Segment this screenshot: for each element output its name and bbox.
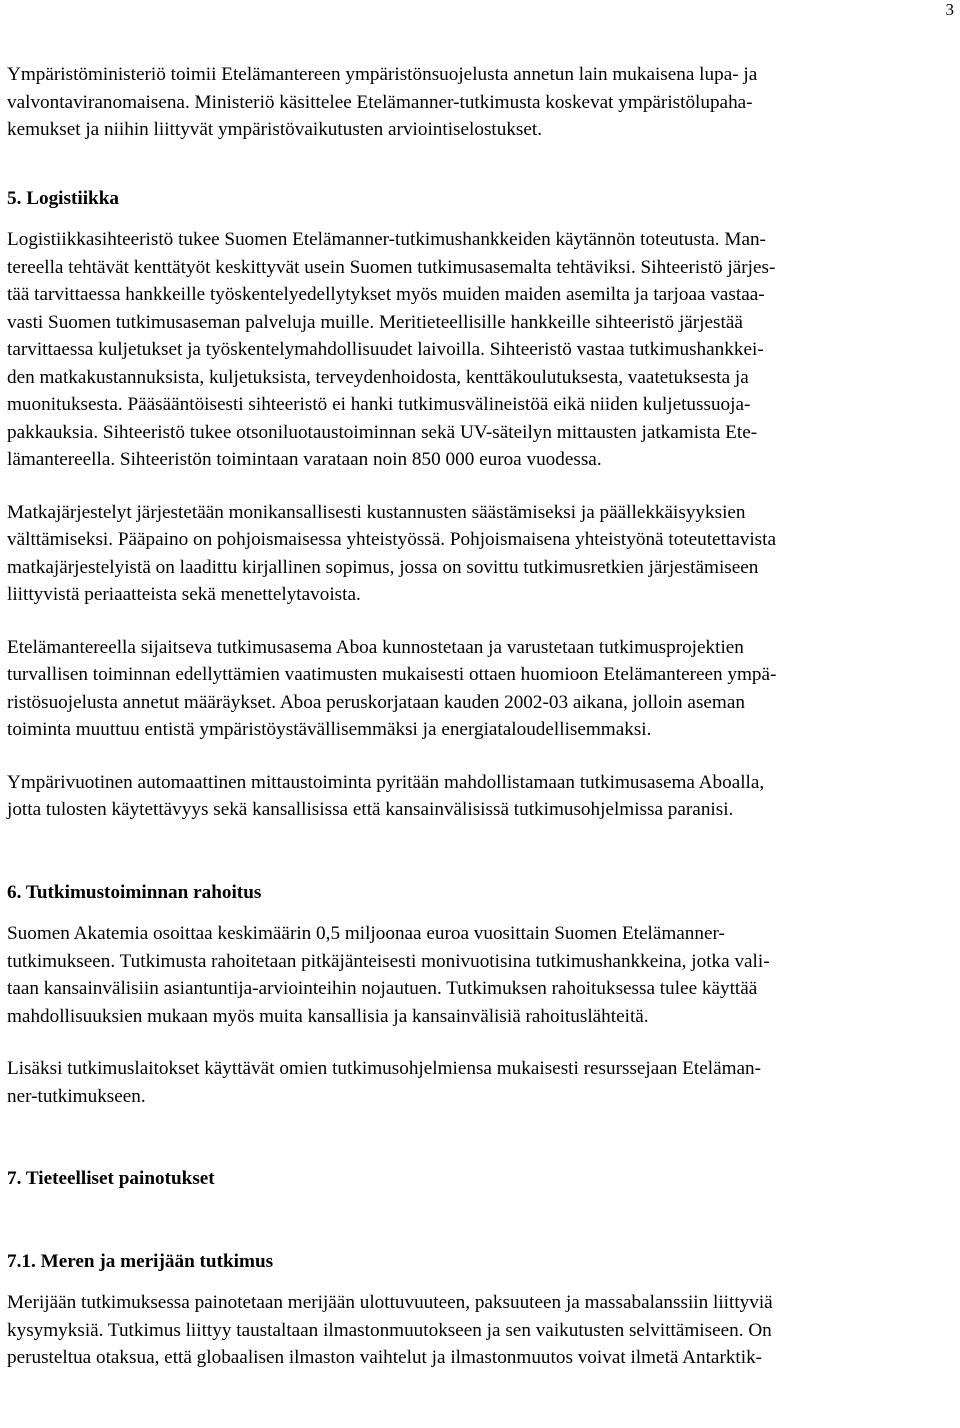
text-line: liittyvistä periaatteista sekä menettelytavoista. [7, 584, 361, 605]
text-line: jotta tulosten käytettävyys sekä kansallisissa että kansainvälisissä tutkimusohjelmissa paranisi. [7, 799, 734, 820]
text-line: pakkauksia. Sihteeristö tukee otsoniluotaustoiminnan sekä UV-säteilyn mittausten jatkamista Ete- [7, 421, 758, 443]
text-line: Logistiikkasihteeristö tukee Suomen Etelämanner-tutkimushankkeiden käytännön toteutusta. Man- [7, 229, 766, 250]
text-line: Matkajärjestelyt järjestetään monikansallisesti kustannusten säästämiseksi ja päällekkäisyyksien [7, 501, 746, 523]
text-line: den matkakustannuksista, kuljetuksista, terveydenhoidosta, kenttäkoulutuksesta, vaatetuksesta ja [7, 366, 749, 388]
text-line: valvontaviranomaisena. Ministeriö käsittelee Etelämanner-tutkimusta koskevat ympäristölupaha- [7, 91, 753, 113]
text-line: Lisäksi tutkimuslaitokset käyttävät omien tutkimusohjelmiensa mukaisesti resurssejaan Eteläman- [7, 1058, 762, 1079]
text-line: toiminta muuttuu entistä ympäristöystävällisemmäksi ja energiataloudellisemmaksi. [7, 719, 652, 740]
paragraph-research-institutes [7, 1055, 957, 1110]
paragraph-logistics [7, 226, 957, 474]
paragraph-sea-ice-research [7, 1289, 957, 1372]
document-body [7, 61, 957, 1372]
text-line: vasti Suomen tutkimusaseman palveluja muille. Meritieteellisille hankkeille sihteeristö järjestää [7, 311, 743, 333]
text-line: välttämiseksi. Pääpaino on pohjoismaisessa yhteistyössä. Pohjoismaisena yhteistyönä toteutettavista [7, 529, 776, 550]
text-line: taan kansainvälisiin asiantuntija-arviointeihin nojautuen. Tutkimuksen rahoituksessa tulee käyttää [7, 978, 758, 999]
text-line: matkajärjestelyistä on laadittu kirjallinen sopimus, jossa on sovittu tutkimusretkien järjestämiseen [7, 556, 759, 578]
text-line: muonituksesta. Pääsääntöisesti sihteeristö ei hanki tutkimusvälineistöä eikä niiden kuljetussuoja- [7, 394, 751, 415]
text-line: tereella tehtävät kenttätyöt keskittyvät usein Suomen tutkimusasemalta tehtäviksi. Sihteeristö järjes- [7, 256, 776, 278]
text-line: kemukset ja niihin liittyvät ympäristövaikutusten arviointiselostukset. [7, 119, 543, 140]
section-heading-logistics: 5. Logistiikka [7, 187, 119, 209]
text-line: Suomen Akatemia osoittaa keskimäärin 0,5 miljoonaa euroa vuosittain Suomen Etelämanner- [7, 923, 725, 944]
paragraph-travel-arrangements [7, 499, 957, 609]
text-line: kysymyksiä. Tutkimus liittyy taustaltaan ilmastonmuutokseen ja sen vaikutusten selvittämiseen. On [7, 1319, 772, 1341]
text-line: Ympärivuotinen automaattinen mittaustoiminta pyritään mahdollistamaan tutkimusasema Aboalla, [7, 771, 765, 793]
text-line: tarvittaessa kuljetukset ja työskentelymahdollisuudet laivoilla. Sihteeristö vastaa tutkimushankkei- [7, 339, 764, 360]
text-line: tutkimukseen. Tutkimusta rahoitetaan pitkäjänteisesti monivuotisina tutkimushankkeina, jotka vali- [7, 950, 770, 972]
text-line: tää tarvittaessa hankkeille työskentelyedellytykset myös muiden maiden asemilta ja tarjoaa vastaa- [7, 284, 765, 305]
paragraph-ministry [7, 61, 957, 144]
paragraph-academy-funding [7, 920, 957, 1030]
text-line: mahdollisuuksien mukaan myös muita kansallisia ja kansainvälisiä rahoituslähteitä. [7, 1005, 649, 1027]
paragraph-aboa-station [7, 634, 957, 744]
text-line: Ympäristöministeriö toimii Etelämantereen ympäristönsuojelusta annetun lain mukaisena lupa- ja [7, 64, 758, 85]
text-line: turvallisen toiminnan edellyttämien vaatimusten mukaisesti ottaen huomioon Etelämantereen ympä- [7, 664, 777, 685]
section-heading-funding: 6. Tutkimustoiminnan rahoitus [7, 881, 262, 903]
text-line: perusteltua otaksua, että globaalisen ilmaston vaihtelut ja ilmastonmuutos voivat ilmetä Antarktik- [7, 1347, 763, 1368]
text-line: ner-tutkimukseen. [7, 1085, 146, 1107]
page-number: 3 [945, 0, 954, 19]
text-line: Etelämantereella sijaitseva tutkimusasema Aboa kunnostetaan ja varustetaan tutkimusprojektien [7, 636, 744, 658]
text-line: lämantereella. Sihteeristön toimintaan varataan noin 850 000 euroa vuodessa. [7, 449, 602, 470]
subsection-heading-sea-ice: 7.1. Meren ja merijään tutkimus [7, 1250, 274, 1272]
section-heading-scientific-priorities: 7. Tieteelliset painotukset [7, 1168, 215, 1189]
text-line: Merijään tutkimuksessa painotetaan merijään ulottuvuuteen, paksuuteen ja massabalanssiin liittyviä [7, 1292, 773, 1313]
paragraph-measurements [7, 769, 957, 824]
text-line: ristösuojelusta annetut määräykset. Aboa peruskorjataan kauden 2002-03 aikana, jolloin aseman [7, 691, 745, 713]
